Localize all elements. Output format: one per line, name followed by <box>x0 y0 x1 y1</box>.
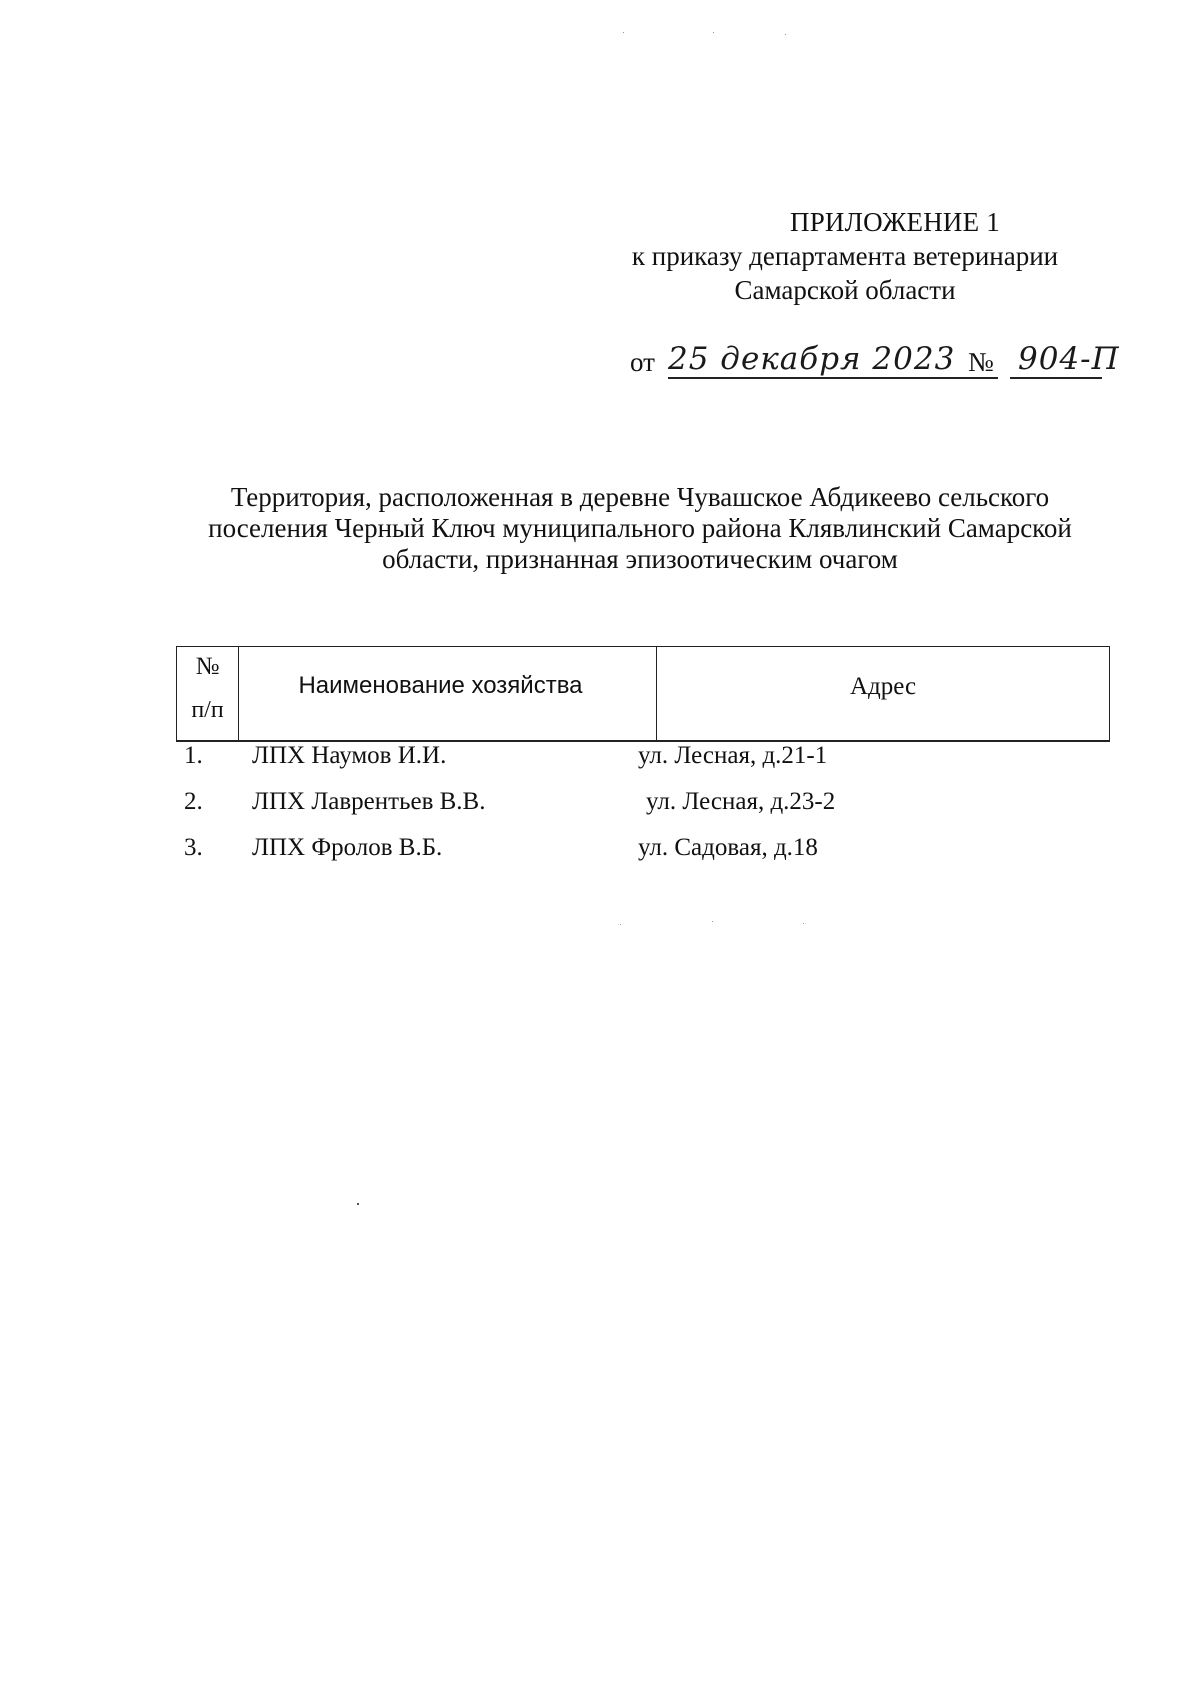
table-row <box>176 742 1110 788</box>
row-index: 3. <box>184 834 203 861</box>
heading-line-3: области, признанная эпизоотическим очагом <box>382 544 898 574</box>
heading-line-1: Территория, расположенная в деревне Чувашское Абдикеево сельского <box>230 482 1050 512</box>
scan-speck <box>712 921 713 922</box>
row-farm-name: ЛПХ Наумов И.И. <box>252 742 447 769</box>
appendix-title: ПРИЛОЖЕНИЕ 1 <box>790 207 1000 237</box>
order-number-field <box>1010 341 1120 379</box>
scan-speck <box>357 1203 359 1205</box>
appendix-line-1: к приказу департамента ветеринарии <box>631 241 1059 271</box>
header-name-cell: Наименование хозяйства <box>239 647 657 741</box>
order-reference <box>630 341 1120 381</box>
row-address: ул. Лесная, д.21-1 <box>638 742 828 769</box>
row-address: ул. Лесная, д.23-2 <box>646 788 836 815</box>
scan-speck <box>785 34 786 35</box>
document-heading <box>170 482 1110 575</box>
row-index: 2. <box>184 788 203 815</box>
table-header <box>176 646 1110 742</box>
header-number-sub: п/п <box>191 697 224 723</box>
row-address: ул. Садовая, д.18 <box>638 834 818 861</box>
table-row <box>176 788 1110 834</box>
table-row <box>176 834 1110 880</box>
scan-speck <box>620 924 621 925</box>
heading-line-2: поселения Черный Ключ муниципального района Клявлинский Самарской <box>208 513 1072 543</box>
appendix-line-2: Самарской области <box>734 275 956 305</box>
header-number-symbol: № <box>195 653 220 680</box>
order-date-handwritten: 25 декабря 2023 <box>668 341 956 377</box>
order-date-field <box>668 341 998 379</box>
order-number-handwritten: 904-П <box>1018 341 1120 377</box>
appendix-block <box>575 206 1115 306</box>
header-number-cell <box>177 647 239 741</box>
row-farm-name: ЛПХ Лаврентьев В.В. <box>252 788 486 815</box>
table-body <box>176 742 1110 880</box>
row-farm-name: ЛПХ Фролов В.Б. <box>252 834 443 861</box>
order-number-sign: № <box>968 347 994 377</box>
scan-speck <box>623 32 624 33</box>
scan-speck <box>803 923 804 924</box>
order-date-prefix: от <box>630 347 655 377</box>
row-index: 1. <box>184 742 203 769</box>
header-address-cell: Адрес <box>849 673 917 700</box>
scan-speck <box>713 32 714 33</box>
